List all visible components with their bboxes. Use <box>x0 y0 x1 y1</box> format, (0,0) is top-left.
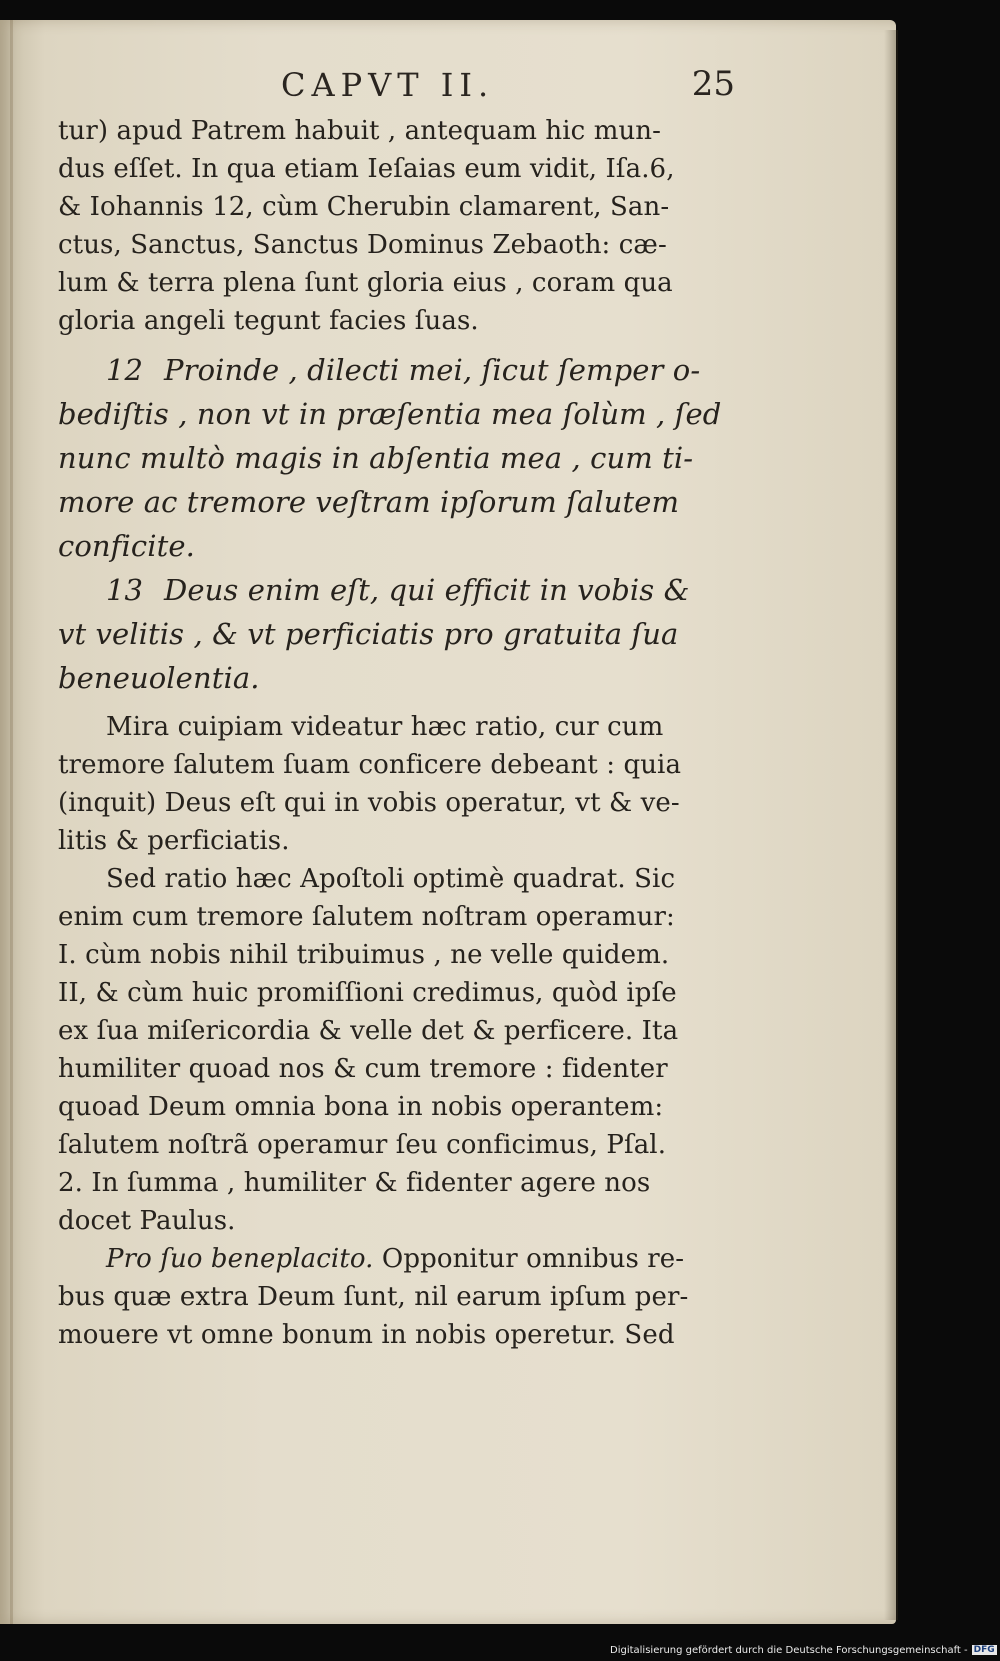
page-text <box>58 112 738 1354</box>
verse-line: bediſtis , non vt in præſentia mea ſolùm , ſed <box>58 397 722 431</box>
verse-13 <box>58 568 738 700</box>
text-line: I. cùm nobis nihil tribuimus , ne velle quidem. <box>58 940 670 970</box>
paragraph-commentary-2 <box>58 708 738 860</box>
text-line: II, & cùm huic promiſſioni credimus, quòd ipſe <box>58 978 677 1008</box>
page-edge-shadow <box>884 30 898 1620</box>
page-header <box>65 66 735 110</box>
text-line: 2. In ſumma , humiliter & fidenter agere nos <box>58 1168 651 1198</box>
text-line: mouere vt omne bonum in nobis operetur. Sed <box>58 1320 675 1350</box>
text-line: Sed ratio hæc Apoſtoli optimè quadrat. Sic <box>106 864 676 894</box>
verse-line: nunc multò magis in abſentia mea , cum ti- <box>58 441 694 475</box>
page-number: 25 <box>691 64 735 104</box>
text-line: enim cum tremore ſalutem noſtram operamur: <box>58 902 675 932</box>
text-line: Mira cuipiam videatur hæc ratio, cur cum <box>106 712 664 742</box>
text-line <box>58 1240 738 1278</box>
verse-number: 12 <box>106 353 144 387</box>
text-line: & Iohannis 12, cùm Cherubin clamarent, San- <box>58 192 670 222</box>
text-line: bus quæ extra Deum ſunt, nil earum ipſum per- <box>58 1282 689 1312</box>
text-line: gloria angeli tegunt facies ſuas. <box>58 306 479 336</box>
dfg-logo: DFG <box>973 1645 995 1655</box>
text-line: humiliter quoad nos & cum tremore : fidenter <box>58 1054 668 1084</box>
verse-12 <box>58 348 738 568</box>
text-line: ctus, Sanctus, Sanctus Dominus Zebaoth: cæ- <box>58 230 667 260</box>
running-head: CAPVT II. <box>281 66 495 104</box>
verse-first-line <box>58 568 738 612</box>
page-gutter <box>10 20 13 1624</box>
verse-line: more ac tremore veſtram ipſorum ſalutem <box>58 485 680 519</box>
verse-line: conficite. <box>58 529 195 563</box>
lemma: Pro ſuo beneplacito. <box>106 1244 374 1274</box>
text-line: tremore ſalutem ſuam conficere debeant : quia <box>58 750 682 780</box>
verse-number: 13 <box>106 573 144 607</box>
text-line: ſalutem noſtrã operamur ſeu conficimus, Pſal. <box>58 1130 667 1160</box>
verse-first-line <box>58 348 738 392</box>
digitization-credit <box>610 1645 1000 1661</box>
text-line: docet Paulus. <box>58 1206 236 1236</box>
verse-text: Proinde , dilecti mei, ſicut ſemper o- <box>164 353 701 387</box>
lemma-comment: Opponitur omnibus re- <box>373 1244 685 1274</box>
text-line: (inquit) Deus eſt qui in vobis operatur, vt & ve- <box>58 788 680 818</box>
verse-line: beneuolentia. <box>58 661 260 695</box>
verse-text: Deus enim eſt, qui efficit in vobis & <box>164 573 690 607</box>
paragraph-commentary-3 <box>58 860 738 1240</box>
text-line: tur) apud Patrem habuit , antequam hic mun- <box>58 116 662 146</box>
credit-text: Digitalisierung gefördert durch die Deutsche Forschungsgemeinschaft - <box>610 1645 968 1656</box>
verse-line: vt velitis , & vt perficiatis pro gratuita ſua <box>58 617 679 651</box>
text-line: quoad Deum omnia bona in nobis operantem: <box>58 1092 664 1122</box>
text-line: lum & terra plena ſunt gloria eius , coram qua <box>58 268 673 298</box>
text-line: ex ſua miſericordia & velle det & perficere. Ita <box>58 1016 679 1046</box>
text-line: litis & perficiatis. <box>58 826 290 856</box>
text-line: dus eſſet. In qua etiam Ieſaias eum vidit, Iſa.6, <box>58 154 675 184</box>
paragraph-commentary-4 <box>58 1240 738 1354</box>
paragraph-commentary-1 <box>58 112 738 340</box>
